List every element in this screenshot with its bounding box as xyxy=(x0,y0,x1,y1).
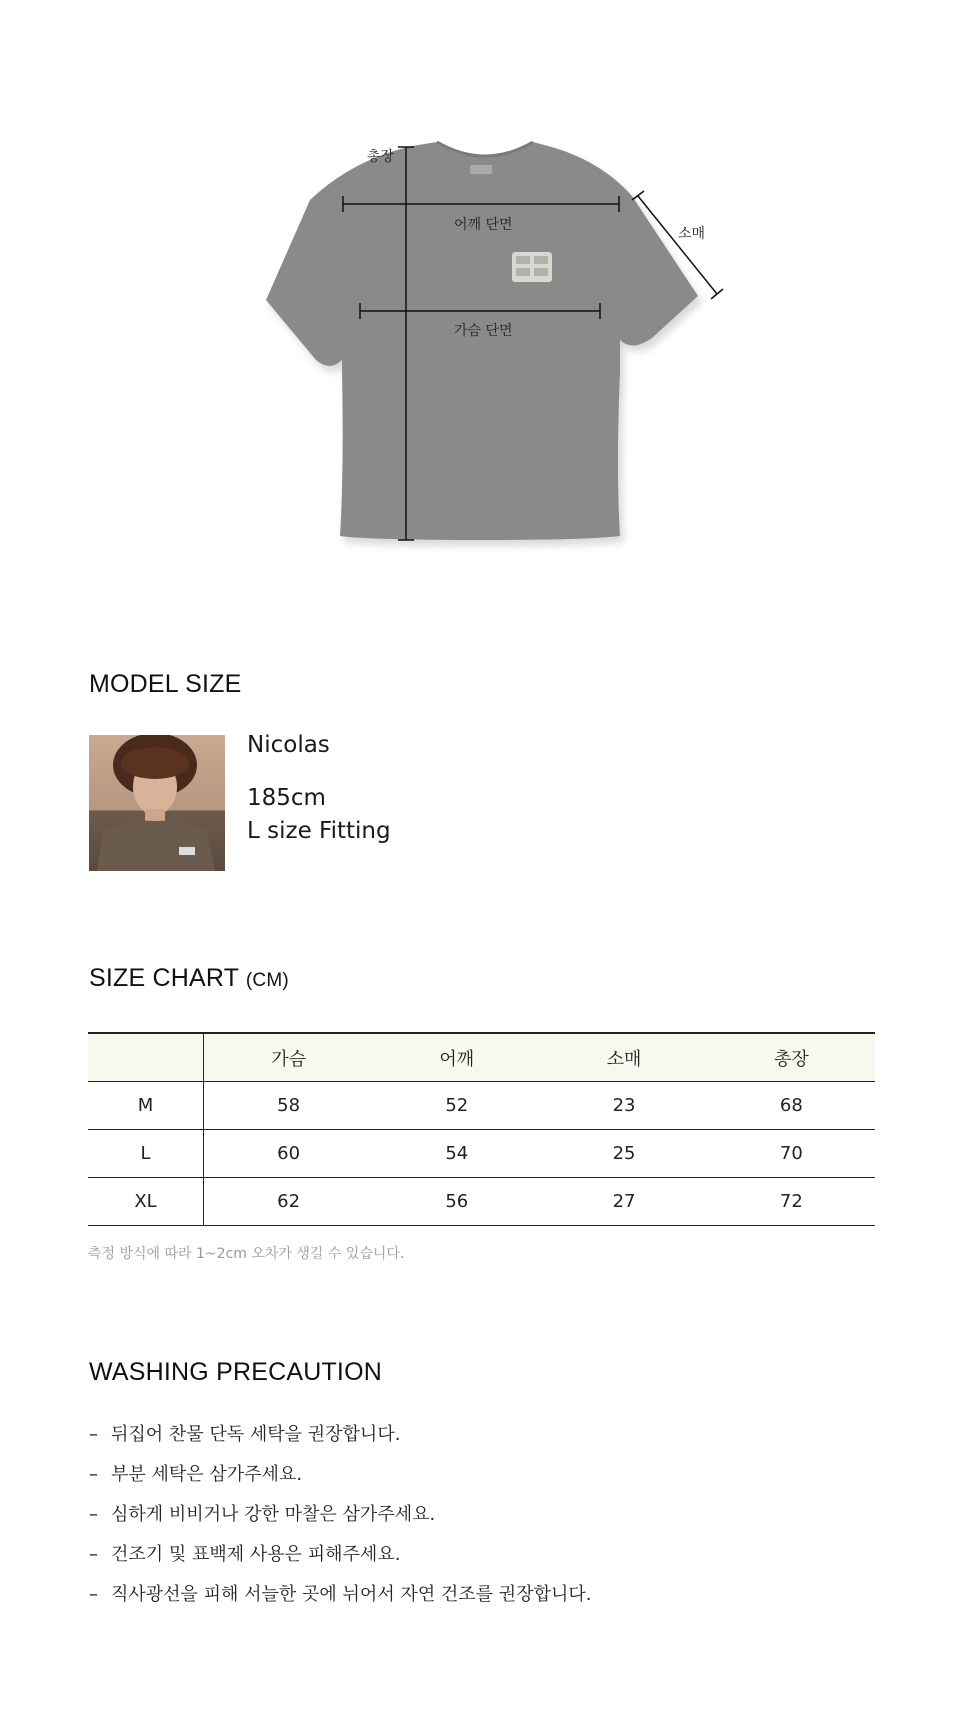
table-cell: L xyxy=(88,1130,204,1178)
table-row xyxy=(88,1082,875,1130)
model-photo xyxy=(89,735,225,871)
table-header-cell: 가슴 xyxy=(204,1033,374,1082)
list-item xyxy=(89,1495,591,1535)
shoulder-label: 어깨 단면 xyxy=(454,217,513,233)
table-cell: 56 xyxy=(373,1178,540,1226)
table-row xyxy=(88,1178,875,1226)
table-cell: 68 xyxy=(708,1082,875,1130)
list-item xyxy=(89,1455,591,1495)
list-item-text: 뒤집어 찬물 단독 세탁을 권장합니다. xyxy=(111,1424,401,1445)
list-item xyxy=(89,1415,591,1455)
washing-list xyxy=(89,1415,591,1615)
list-dash: – xyxy=(89,1504,98,1525)
table-cell: 54 xyxy=(373,1130,540,1178)
tshirt-measurement-diagram xyxy=(0,0,960,600)
list-item xyxy=(89,1535,591,1575)
tshirt-shape xyxy=(266,142,698,540)
list-dash: – xyxy=(89,1464,98,1485)
model-height: 185cm xyxy=(247,785,326,811)
table-cell: 62 xyxy=(204,1178,374,1226)
table-header-row xyxy=(88,1033,875,1082)
table-cell: 58 xyxy=(204,1082,374,1130)
table-row xyxy=(88,1130,875,1178)
table-cell: 52 xyxy=(373,1082,540,1130)
washing-title: WASHING PRECAUTION xyxy=(89,1358,382,1386)
table-cell: 60 xyxy=(204,1130,374,1178)
list-item-text: 직사광선을 피해 서늘한 곳에 뉘어서 자연 건조를 권장합니다. xyxy=(111,1584,592,1605)
size-table xyxy=(88,1032,875,1226)
sleeve-label: 소매 xyxy=(678,226,706,242)
total-length-label: 총장 xyxy=(367,149,395,165)
table-cell: 72 xyxy=(708,1178,875,1226)
table-cell: 70 xyxy=(708,1130,875,1178)
table-cell: 23 xyxy=(540,1082,707,1130)
table-header-cell: 총장 xyxy=(708,1033,875,1082)
model-size-title: MODEL SIZE xyxy=(89,670,242,698)
list-dash: – xyxy=(89,1424,98,1445)
chest-logo xyxy=(512,252,552,282)
list-dash: – xyxy=(89,1544,98,1565)
list-item-text: 부분 세탁은 삼가주세요. xyxy=(111,1464,303,1485)
table-cell: XL xyxy=(88,1178,204,1226)
table-header-cell: 소매 xyxy=(540,1033,707,1082)
list-item xyxy=(89,1575,591,1615)
measurement-note: 측정 방식에 따라 1~2cm 오차가 생길 수 있습니다. xyxy=(88,1246,405,1262)
size-chart-title-text: SIZE CHART xyxy=(89,964,239,992)
model-fitting: L size Fitting xyxy=(247,818,391,844)
list-item-text: 심하게 비비거나 강한 마찰은 삼가주세요. xyxy=(111,1504,436,1525)
size-chart-unit: (CM) xyxy=(245,970,289,991)
table-header-cell xyxy=(88,1033,204,1082)
list-dash: – xyxy=(89,1584,98,1605)
model-name: Nicolas xyxy=(247,732,330,758)
size-chart-title xyxy=(89,964,289,993)
table-cell: 27 xyxy=(540,1178,707,1226)
list-item-text: 건조기 및 표백제 사용은 피해주세요. xyxy=(111,1544,401,1565)
table-cell: 25 xyxy=(540,1130,707,1178)
table-cell: M xyxy=(88,1082,204,1130)
table-header-cell: 어깨 xyxy=(373,1033,540,1082)
chest-label: 가슴 단면 xyxy=(454,323,513,339)
neck-label xyxy=(470,165,492,174)
